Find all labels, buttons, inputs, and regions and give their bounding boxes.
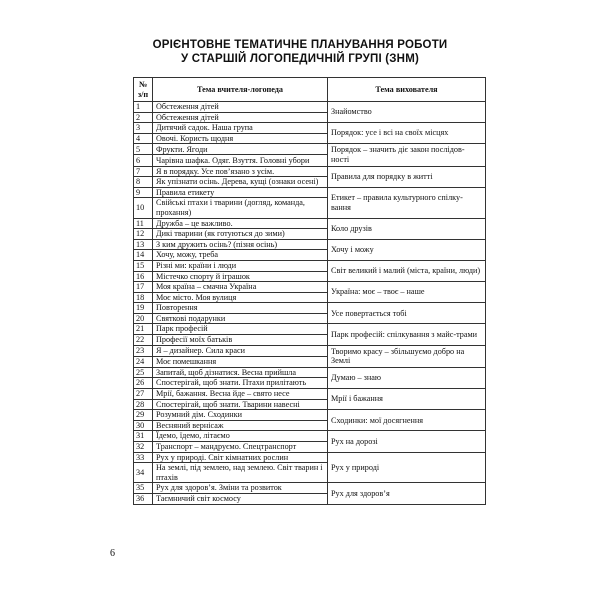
table-row [134,483,486,494]
row-number: 21 [134,324,153,335]
logoped-topic: Дикі тварини (як готуються до зими) [153,229,328,240]
logoped-topic: Мрії, бажання. Весна йде – свято несе [153,389,328,400]
logoped-topic: Спостерігай, щоб знати. Птахи прилітають [153,378,328,389]
row-number: 17 [134,282,153,293]
page-number: 6 [110,548,115,559]
row-number: 32 [134,442,153,453]
row-number: 11 [134,218,153,229]
planning-table [133,77,486,505]
table-row [134,102,486,113]
row-number: 15 [134,260,153,271]
logoped-topic: Рух у природі. Світ кімнатних рослин [153,452,328,463]
logoped-topic: Як упізнати осінь. Дерева, кущі (ознаки осені) [153,177,328,188]
educator-topic: Україна: моє – твоє – наше [328,282,486,303]
educator-topic: Мрії і бажання [328,389,486,410]
row-number: 27 [134,389,153,400]
table-row [134,410,486,421]
educator-topic: Знайомство [328,102,486,123]
logoped-topic: Я – дизайнер. Сила краси [153,345,328,356]
row-number: 26 [134,378,153,389]
logoped-topic: Моє місто. Моя вулиця [153,292,328,303]
row-number: 30 [134,420,153,431]
educator-topic: Рух на дорозі [328,431,486,452]
table-row [134,431,486,442]
row-number: 3 [134,123,153,134]
row-number: 31 [134,431,153,442]
logoped-topic: Повторення [153,303,328,314]
table-row [134,187,486,198]
header-educator-topic: Тема вихователя [328,78,486,102]
row-number: 1 [134,102,153,113]
educator-topic: Порядок: усе і всі на своїх місцях [328,123,486,144]
table-row [134,282,486,293]
logoped-topic: Транспорт – мандруємо. Спецтранспорт [153,442,328,453]
table-row [134,260,486,271]
table-body [134,102,486,505]
table-row [134,367,486,378]
row-number: 19 [134,303,153,314]
logoped-topic: Моє помешкання [153,356,328,367]
row-number: 12 [134,229,153,240]
header-logoped-topic: Тема вчителя-логопеда [153,78,328,102]
page-title-line-1: ОРІЄНТОВНЕ ТЕМАТИЧНЕ ПЛАНУВАННЯ РОБОТИ [152,39,448,51]
row-number: 25 [134,367,153,378]
row-number: 23 [134,345,153,356]
logoped-topic: Дитячий садок. Наша група [153,123,328,134]
row-number: 24 [134,356,153,367]
educator-topic: Рух для здоров’я [328,483,486,504]
logoped-topic: Професії моїх батьків [153,335,328,346]
logoped-topic: З ким дружить осінь? (пізня осінь) [153,239,328,250]
educator-topic: Думаю – знаю [328,367,486,388]
logoped-topic: Їдемо, їдемо, літаємо [153,431,328,442]
logoped-topic: Святкові подарунки [153,313,328,324]
logoped-topic: Правила етикету [153,187,328,198]
educator-topic: Парк професій: спілкування з майс-трами [328,324,486,345]
row-number: 4 [134,133,153,144]
logoped-topic: Дружба – це важливо. [153,218,328,229]
educator-topic: Рух у природі [328,452,486,483]
logoped-topic: Хочу, можу, треба [153,250,328,261]
row-number: 6 [134,155,153,166]
row-number: 35 [134,483,153,494]
header-number [134,78,153,102]
row-number: 29 [134,410,153,421]
row-number: 16 [134,271,153,282]
table-row [134,144,486,155]
row-number: 28 [134,399,153,410]
row-number: 34 [134,463,153,483]
table-header-row [134,78,486,102]
row-number: 10 [134,198,153,218]
table-row [134,166,486,177]
logoped-topic: Таємничий світ космосу [153,493,328,504]
table-row [134,123,486,134]
row-number: 18 [134,292,153,303]
logoped-topic: На землі, під землею, над землею. Світ тварин і птахів [153,463,328,483]
row-number: 2 [134,112,153,123]
logoped-topic: Моя країна – смачна Україна [153,282,328,293]
row-number: 22 [134,335,153,346]
table-row [134,345,486,356]
table-row [134,452,486,463]
header-number-abbrev: з/п [137,89,149,99]
row-number: 9 [134,187,153,198]
educator-topic: Світ великий і малий (міста, країни, люди) [328,260,486,281]
logoped-topic: Чарівна шафка. Одяг. Взуття. Головні убори [153,155,328,166]
logoped-topic: Різні ми: країни і люди [153,260,328,271]
logoped-topic: Фрукти. Ягоди [153,144,328,155]
logoped-topic: Містечко спорту й іграшок [153,271,328,282]
logoped-topic: Спостерігай, щоб знати. Тварини навесні [153,399,328,410]
logoped-topic: Обстеження дітей [153,102,328,113]
row-number: 36 [134,493,153,504]
row-number: 7 [134,166,153,177]
row-number: 8 [134,177,153,188]
educator-topic: Хочу і можу [328,239,486,260]
row-number: 5 [134,144,153,155]
page-title-line-2: У СТАРШІЙ ЛОГОПЕДИЧНІЙ ГРУПІ (ЗНМ) [180,53,419,65]
row-number: 13 [134,239,153,250]
educator-topic: Сходинки: мої досягнення [328,410,486,431]
logoped-topic: Парк професій [153,324,328,335]
logoped-topic: Рух для здоров’я. Зміни та розвиток [153,483,328,494]
table-row [134,303,486,314]
row-number: 33 [134,452,153,463]
logoped-topic: Запитай, щоб дізнатися. Весна прийшла [153,367,328,378]
logoped-topic: Весняний вернісаж [153,420,328,431]
table-row [134,239,486,250]
header-number-symbol: № [138,79,148,89]
educator-topic: Порядок – значить діє закон послідов-ності [328,144,486,166]
table-row [134,389,486,400]
educator-topic: Коло друзів [328,218,486,239]
logoped-topic: Розумний дім. Сходинки [153,410,328,421]
logoped-topic: Овочі. Користь щодня [153,133,328,144]
logoped-topic: Свійські птахи і тварини (догляд, команда, прохання) [153,198,328,218]
logoped-topic: Обстеження дітей [153,112,328,123]
row-number: 14 [134,250,153,261]
table-row [134,218,486,229]
educator-topic: Творимо красу – збільшуємо добро на Землі [328,345,486,367]
logoped-topic: Я в порядку. Усе пов’язано з усім. [153,166,328,177]
row-number: 20 [134,313,153,324]
educator-topic: Усе повертається тобі [328,303,486,324]
table-row [134,324,486,335]
educator-topic: Етикет – правила культурного спілку-вання [328,187,486,218]
educator-topic: Правила для порядку в житті [328,166,486,187]
